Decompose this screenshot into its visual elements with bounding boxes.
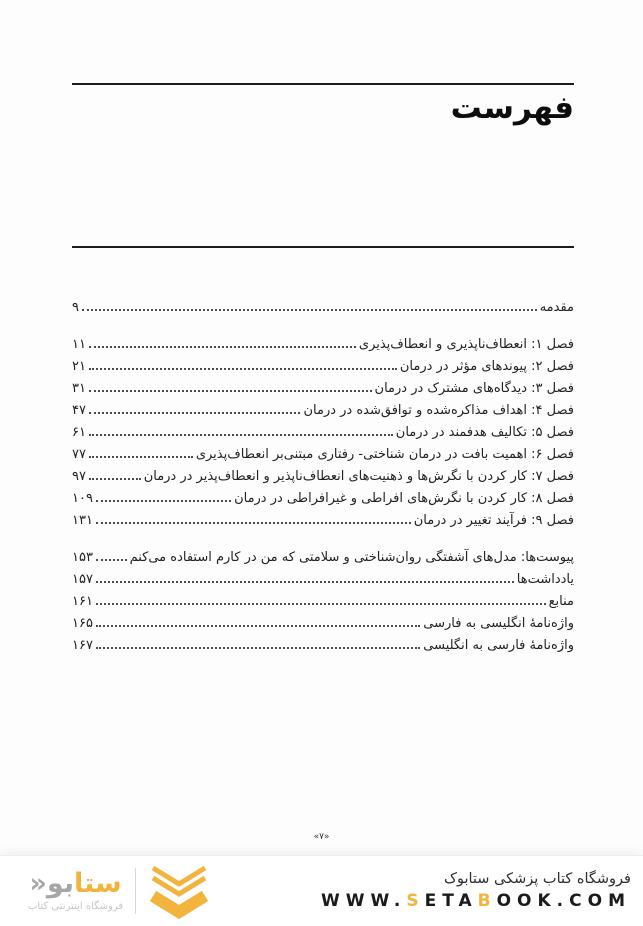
wordmark-main-segment: ستا — [73, 868, 122, 899]
toc-entry-title: یادداشت‌ها — [516, 572, 574, 587]
toc-entry-title: فصل ۶: اهمیت بافت در درمان شناختی- رفتاری مبتنی‌بر انعطاف‌پذیری — [195, 447, 574, 462]
toc-row — [72, 464, 574, 486]
toc-dotted-leader — [89, 478, 141, 480]
toc-dotted-leader — [89, 346, 356, 348]
toc-entry-title: فصل ۵: تکالیف هدفمند در درمان — [395, 425, 574, 440]
toc-entry-title: فصل ۱: انعطاف‌ناپذیری و انعطاف‌پذیری — [358, 337, 574, 352]
toc-entry-page: ۳۱ — [72, 381, 86, 396]
toc-entry-page: ۷۷ — [72, 447, 86, 462]
website-url-segment: S — [406, 891, 425, 911]
toc-row — [72, 332, 574, 354]
toc-row — [72, 442, 574, 464]
header-rule-top — [72, 83, 574, 85]
toc-entry-page: ۶۱ — [72, 425, 86, 440]
setabook-logo-text — [28, 870, 123, 912]
toc-entry-title: فصل ۷: کار کردن با نگرش‌ها و ذهنیت‌های انعطاف‌ناپذیر و انعطاف‌پذیر در درمان — [143, 469, 574, 484]
toc-entry-title: فصل ۴: اهداف مذاکره‌شده و توافق‌شده در درمان — [303, 403, 574, 418]
setabook-logo — [28, 863, 210, 919]
toc-entry-title: واژه‌نامهٔ انگلیسی به فارسی — [423, 616, 574, 631]
website-url-segment: WWW. — [321, 891, 407, 911]
toc-dotted-leader — [96, 559, 127, 561]
toc-dotted-leader — [96, 647, 420, 649]
toc-entry-title: فصل ۹: فرآیند تغییر در درمان — [413, 513, 574, 528]
toc-entry-page: ۱۶۷ — [72, 638, 93, 653]
toc-entry-page: ۹۷ — [72, 469, 86, 484]
toc-entry-title: فصل ۸: کار کردن با نگرش‌های افراطی و غیرافراطی در درمان — [234, 491, 574, 506]
toc-entry-page: ۱۵۷ — [72, 572, 93, 587]
toc-row — [72, 545, 574, 567]
toc-row — [72, 376, 574, 398]
toc-dotted-leader — [96, 581, 514, 583]
toc-dotted-leader — [96, 603, 546, 605]
toc-entry-title: مقدمه — [539, 300, 574, 315]
toc-entry-title: پیوست‌ها: مدل‌های آشفتگی روان‌شناختی و سلامتی که من در کارم استفاده می‌کنم — [129, 550, 574, 565]
store-title: فروشگاه کتاب پزشکی ستابوک — [443, 871, 631, 887]
toc-section-back-matter — [72, 545, 574, 655]
toc-row — [72, 589, 574, 611]
toc-row — [72, 420, 574, 442]
toc-dotted-leader — [82, 309, 537, 311]
page-title: فهرست — [450, 90, 574, 126]
toc-dotted-leader — [96, 625, 420, 627]
toc-row — [72, 633, 574, 655]
toc-dotted-leader — [89, 456, 193, 458]
setabook-chevron-icon — [148, 863, 210, 919]
header-rule-bottom — [72, 246, 574, 248]
store-info — [321, 871, 637, 911]
wordmark-kaf-chevron-glyph: « — [29, 868, 47, 899]
toc-entry-page: ۲۱ — [72, 359, 86, 374]
toc-entry-title: واژه‌نامهٔ فارسی به انگلیسی — [423, 638, 574, 653]
toc-entry-page: ۱۶۵ — [72, 616, 93, 631]
toc-row — [72, 611, 574, 633]
toc-dotted-leader — [89, 412, 301, 414]
toc-row — [72, 354, 574, 376]
toc-entry-page: ۴۷ — [72, 403, 86, 418]
toc-row — [72, 486, 574, 508]
toc-section-front-matter — [72, 295, 574, 317]
website-url-segment: B — [477, 891, 497, 911]
toc-dotted-leader — [89, 368, 397, 370]
toc-list — [72, 295, 574, 655]
setabook-wordmark — [29, 870, 121, 897]
website-url-segment: ETA — [424, 891, 478, 911]
website-url-segment: OOK.COM — [496, 891, 631, 911]
toc-row — [72, 295, 574, 317]
toc-row — [72, 567, 574, 589]
toc-section-chapters — [72, 332, 574, 530]
toc-entry-page: ۱۶۱ — [72, 594, 93, 609]
toc-dotted-leader — [96, 522, 411, 524]
logo-tagline: فروشگاه اینترنتی کتاب — [28, 901, 124, 912]
toc-row — [72, 398, 574, 420]
toc-row — [72, 508, 574, 530]
toc-entry-title: فصل ۲: پیوندهای مؤثر در درمان — [399, 359, 574, 374]
page-number-marker: «۷» — [313, 832, 330, 842]
toc-entry-title: منابع — [548, 594, 574, 609]
setabook-footer-banner — [0, 856, 643, 926]
toc-entry-page: ۱۵۳ — [72, 550, 93, 565]
logo-divider — [135, 868, 136, 914]
toc-entry-page: ۱۰۹ — [72, 491, 93, 506]
toc-dotted-leader — [96, 500, 231, 502]
website-url — [321, 891, 631, 911]
toc-entry-page: ۱۳۱ — [72, 513, 93, 528]
toc-entry-page: ۱۱ — [72, 337, 86, 352]
wordmark-secondary-segment: بو — [46, 868, 74, 899]
toc-dotted-leader — [89, 434, 393, 436]
toc-dotted-leader — [89, 390, 372, 392]
toc-entry-title: فصل ۳: دیدگاه‌های مشترک در درمان — [374, 381, 574, 396]
toc-entry-page: ۹ — [72, 300, 79, 315]
